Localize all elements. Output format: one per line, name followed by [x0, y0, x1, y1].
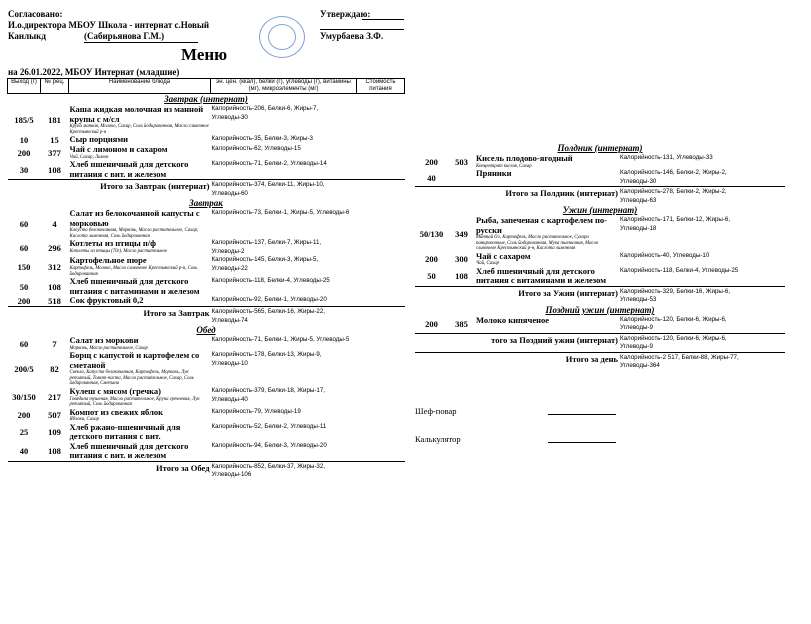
item-dish [475, 316, 619, 334]
section-total-nutrition: Калорийность-565, Белки-16, Жиры-22, Углеводы-74 [211, 307, 357, 326]
item-output: 200 [425, 319, 438, 330]
item-nutrition: Калорийность-118, Белки-4, Углеводы-25 [620, 266, 739, 274]
item-name: Хлеб пшеничный для детского питания с витаминами и железом [69, 276, 200, 296]
approve-signature-line [362, 19, 404, 20]
item-nutrition: Калорийность-146, Белки-2, Жиры-2, Углеводы-30 [620, 169, 727, 185]
approver-name: Умурбаева З.Ф. [320, 31, 384, 41]
item-name: Чай с сахаром [476, 250, 531, 261]
item-cost [755, 154, 785, 169]
section-total-row [8, 180, 405, 199]
item-cost [357, 160, 405, 180]
day-total-cost [755, 352, 785, 371]
item-output: 60 [19, 338, 29, 349]
item-dish [69, 209, 211, 239]
item-output: 200 [425, 156, 438, 167]
stamp-inner-ring [268, 24, 296, 50]
item-dish [475, 216, 619, 252]
item-output: 200 [425, 254, 438, 265]
item-nutrition: Калорийность-92, Белки-1, Углеводы-20 [211, 296, 327, 304]
item-name: Салат из моркови [69, 335, 139, 346]
menu-item-row [8, 387, 405, 408]
item-output: 200 [17, 296, 31, 307]
section-total-cost [357, 307, 405, 326]
item-output: 60 [19, 242, 29, 253]
item-dish [69, 145, 211, 160]
section-title-row [8, 325, 405, 336]
item-output: 40 [19, 446, 29, 457]
day-total-nutrition: Калорийность-2 517, Белки-88, Жиры-77, Углеводы-364 [619, 352, 755, 371]
item-recipe: 518 [48, 296, 61, 307]
left-menu-column [7, 78, 404, 480]
item-cost [357, 336, 405, 351]
item-cost [755, 216, 785, 252]
day-total-row [415, 352, 785, 371]
item-nutrition: Калорийность-94, Белки-3, Углеводы-20 [211, 441, 327, 449]
item-dish [69, 423, 211, 442]
header-cost: Стоимость питания [357, 79, 405, 94]
section-title: Завтрак [189, 198, 223, 209]
section-total-label: Итого за Обед [8, 461, 211, 480]
item-composition: Чай, Сахар [476, 261, 499, 267]
menu-item-row [415, 267, 785, 287]
menu-item-row [8, 351, 405, 387]
item-name: Борщ с капустой и картофелем со сметаной [69, 350, 200, 370]
item-cost [357, 408, 405, 423]
section-total-nutrition: Калорийность-852, Белки-37, Жиры-32, Углеводы-106 [211, 461, 357, 480]
section-total-row [415, 187, 785, 206]
menu-item-row [8, 239, 405, 256]
menu-item-row [415, 216, 785, 252]
right-menu-column [415, 143, 785, 371]
item-cost [357, 209, 405, 239]
item-cost [755, 252, 785, 267]
item-cost [357, 105, 405, 135]
item-nutrition: Калорийность-206, Белки-6, Жиры-7, Углеводы-30 [211, 105, 319, 121]
item-dish [69, 351, 211, 387]
calculator-label: Калькулятор [415, 434, 461, 444]
calculator-signature-line [548, 442, 616, 443]
item-composition: Морковь, Масло растительное, Сахар [69, 345, 148, 351]
item-output: 185/5 [14, 115, 34, 126]
section-total-nutrition: Калорийность-374, Белки-11, Жиры-10, Углеводы-60 [211, 180, 357, 199]
item-output: 30/150 [12, 392, 36, 403]
section-total-row [415, 333, 785, 352]
menu-item-row [8, 145, 405, 160]
section-title-row [8, 198, 405, 209]
item-composition: Котлеты из птицы (70г), Масло растительное [69, 248, 168, 254]
item-dish [69, 239, 211, 256]
item-composition: Крупа манная, Молоко, Сахар, Соль йодированная, Масло сливочное Крестьянский р-н [69, 124, 209, 135]
item-name: Хлеб пшеничный для детского питания с витаминами и железом [476, 265, 607, 286]
item-dish [69, 296, 211, 307]
item-nutrition: Калорийность-137, Белки-7, Жиры-11, Углеводы-2 [211, 239, 322, 255]
item-recipe: 296 [48, 242, 61, 253]
header-dish: Наименование блюда [69, 79, 211, 94]
item-dish [69, 160, 211, 180]
item-name: Хлеб пшеничный для детского питания с вит. и железом [69, 440, 189, 461]
item-output: 200 [17, 410, 31, 421]
item-dish [69, 442, 211, 462]
item-output: 50 [19, 281, 29, 292]
section-total-nutrition: Калорийность-278, Белки-2, Жиры-2, Углеводы-63 [619, 187, 755, 206]
menu-item-row [415, 252, 785, 267]
director-signature-line [84, 42, 198, 43]
section-total-row [8, 307, 405, 326]
section-total-nutrition: Калорийность-120, Белки-6, Жиры-6, Углеводы-9 [619, 333, 755, 352]
item-output: 150 [17, 261, 31, 272]
item-cost [755, 267, 785, 287]
page-subtitle: на 26.01.2022, МБОУ Интернат (младшие) [8, 67, 180, 77]
menu-item-row [8, 160, 405, 180]
item-recipe: 15 [50, 135, 59, 146]
item-cost [357, 256, 405, 277]
item-dish [475, 267, 619, 287]
item-name: Картофельное пюре [69, 255, 147, 266]
item-nutrition: Калорийность-131, Углеводы-33 [620, 154, 713, 161]
item-name: Кулеш с мясом (гречка) [69, 386, 162, 397]
item-recipe: 181 [48, 115, 61, 126]
item-output: 25 [19, 427, 29, 438]
item-dish [475, 154, 619, 169]
menu-item-row [8, 408, 405, 423]
item-recipe: 507 [48, 410, 61, 421]
section-title-row [415, 143, 785, 154]
chef-label: Шеф-повар [415, 406, 457, 416]
item-output: 60 [19, 219, 29, 230]
section-total-nutrition: Калорийность-329, Белки-16, Жиры-6, Углеводы-53 [619, 286, 755, 305]
menu-item-row [8, 209, 405, 239]
item-cost [357, 277, 405, 296]
section-title: Обед [196, 325, 216, 336]
section-title: Завтрак (интернат) [164, 94, 248, 104]
header-output: Выход (г) [8, 79, 41, 94]
item-dish [69, 105, 211, 135]
item-name: Хлеб пшеничный для детского питания с вит. и железом [69, 159, 189, 179]
header-nutrition: эн. цен. (ккал), белки (г), углеводы (г), витамины (мг), микроэлементы (мг) [211, 79, 357, 94]
item-recipe: 82 [50, 364, 59, 375]
item-dish [475, 252, 619, 267]
item-output: 50/130 [419, 228, 444, 239]
menu-item-row [415, 316, 785, 334]
section-total-cost [357, 180, 405, 199]
item-name: Сыр порциями [69, 134, 129, 145]
page-title: Меню [181, 45, 228, 64]
item-output: 200/5 [14, 364, 34, 375]
item-name: Компот из свежих яблок [69, 406, 164, 417]
item-composition: Чай, Сахар, Лимон [69, 154, 109, 160]
item-composition: Концентрат киселя, Сахар [476, 163, 532, 169]
item-name: Каша жидкая молочная из манной крупы с м/сл [69, 104, 204, 124]
stamp-seal [259, 16, 305, 58]
menu-item-row [8, 256, 405, 277]
approve-signature-line-2 [320, 29, 404, 30]
item-name: Котлеты из птицы п/ф [69, 238, 157, 249]
item-recipe: 503 [455, 156, 468, 167]
menu-item-row [415, 154, 785, 169]
item-cost [755, 169, 785, 187]
section-total-cost [755, 286, 785, 305]
item-nutrition: Калорийность-35, Белки-3, Жиры-3 [211, 135, 313, 143]
item-dish [69, 256, 211, 277]
item-dish [69, 387, 211, 408]
item-nutrition: Калорийность-40, Углеводы-10 [620, 251, 710, 259]
item-name: Чай с лимоном и сахаром [69, 144, 168, 155]
item-cost [357, 351, 405, 387]
item-output: 30 [19, 164, 29, 175]
item-dish [69, 408, 211, 423]
director-name: (Сабирьянова Г.М.) [84, 31, 165, 41]
section-total-label: Итого за Завтрак (интернат) [8, 180, 211, 199]
item-dish [69, 277, 211, 296]
section-total-row [8, 461, 405, 480]
menu-item-row [8, 105, 405, 135]
section-total-label: Итого за Ужин (интернат) [415, 286, 619, 305]
item-nutrition: Калорийность-52, Белки-2, Углеводы-11 [211, 422, 327, 430]
menu-item-row [8, 423, 405, 442]
header-recipe: № рец. [41, 79, 69, 94]
section-total-cost [755, 187, 785, 206]
section-title-row [8, 94, 405, 106]
item-recipe: 108 [455, 271, 468, 282]
item-output: 40 [427, 172, 436, 183]
item-name: Пряники [476, 168, 512, 179]
item-nutrition: Калорийность-379, Белки-18, Жиры-17, Углеводы-40 [211, 387, 326, 403]
section-title: Поздний ужин (интернат) [545, 304, 655, 315]
item-output: 50 [427, 271, 436, 282]
item-composition: Говядина тушеная, Масло растительное, Крупа гречневая, Лук репчатый, Соль йодированная [69, 396, 200, 408]
item-output: 200 [17, 147, 31, 158]
item-dish [69, 336, 211, 351]
item-recipe: 108 [48, 281, 61, 292]
item-cost [357, 239, 405, 256]
item-name: Хлеб ржано-пшеничный для детского питания с вит. [69, 421, 181, 442]
item-composition: Яблоки, Сахар [69, 417, 100, 423]
item-composition: Минтай б/г, Картофель, Масло растительное, Сухари панировочные, Соль йодированная, Мука пшеничная, Масло сливочное Крестьянский р-н, Кислота лимонная [476, 235, 599, 252]
item-cost [755, 316, 785, 334]
table-header-row [8, 79, 405, 94]
item-recipe [448, 169, 475, 187]
left-menu-table [7, 78, 405, 480]
item-nutrition: Калорийность-71, Белки-2, Углеводы-14 [211, 160, 327, 168]
item-recipe: 385 [455, 319, 468, 330]
item-nutrition: Калорийность-171, Белки-12, Жиры-6, Углеводы-18 [620, 216, 731, 232]
item-cost [357, 387, 405, 408]
section-total-label: того за Поздний ужин (интернат) [415, 333, 619, 352]
item-nutrition: Калорийность-118, Белки-4, Углеводы-25 [211, 277, 330, 285]
section-total-label: Итого за Завтрак [8, 307, 211, 326]
menu-item-row [8, 296, 405, 307]
item-name: Кисель плодово-ягодный [476, 153, 573, 163]
item-composition: Картофель, Молоко, Масло сливочное Крестьянский р-н, Соль йодированная [69, 265, 198, 277]
item-recipe: 377 [48, 147, 61, 158]
menu-item-row [8, 336, 405, 351]
menu-item-row [8, 442, 405, 462]
chef-signature-line [548, 414, 616, 415]
menu-item-row [415, 169, 785, 187]
section-total-cost [357, 461, 405, 480]
item-recipe: 217 [48, 392, 61, 403]
section-total-label: Итого за Полдник (интернат) [415, 187, 619, 206]
day-total-label: Итого за день [415, 352, 619, 371]
item-cost [357, 423, 405, 442]
item-recipe: 109 [48, 427, 61, 438]
item-nutrition: Калорийность-71, Белки-1, Жиры-5, Углеводы-5 [211, 336, 350, 344]
right-menu-table [415, 143, 785, 371]
item-name: Рыба, запеченая с картофелем по-русски [476, 215, 607, 235]
item-cost [357, 135, 405, 145]
section-total-cost [755, 333, 785, 352]
item-composition: Капуста белокочанная, Морковь, Масло растительное, Сахар, Кислота лимонная, Соль йодированная [69, 228, 199, 239]
village-name: Канлыкд [8, 31, 46, 41]
item-nutrition: Калорийность-120, Белки-6, Жиры-6, Углеводы-9 [620, 315, 727, 332]
item-recipe: 108 [48, 446, 61, 457]
item-dish [475, 169, 619, 187]
item-composition: Свекла, Капуста белокочанная, Картофель, Морковь, Лук репчатый, Томат-паста, Масло растительное, Сахар, Соль йодированная, Сметана [69, 370, 194, 387]
item-recipe: 349 [455, 228, 468, 239]
item-recipe: 4 [52, 219, 57, 230]
item-output: 10 [19, 135, 29, 146]
item-cost [357, 145, 405, 160]
section-title: Полдник (интернат) [557, 143, 643, 153]
item-nutrition: Калорийность-62, Углеводы-15 [211, 145, 301, 153]
item-nutrition: Калорийность-79, Углеводы-19 [211, 407, 301, 415]
approve-label: Утверждаю: [320, 9, 371, 19]
item-name: Молоко кипяченое [476, 314, 550, 325]
menu-item-row [8, 277, 405, 296]
item-nutrition: Калорийность-178, Белки-13, Жиры-9, Углеводы-10 [211, 351, 322, 367]
item-cost [357, 442, 405, 462]
section-title-row [415, 305, 785, 316]
section-total-row [415, 286, 785, 305]
item-nutrition: Калорийность-145, Белки-3, Жиры-5, Углеводы-22 [211, 256, 319, 272]
item-recipe: 312 [48, 261, 61, 272]
item-nutrition: Калорийность-73, Белки-1, Жиры-5, Углеводы-6 [211, 209, 350, 217]
section-title: Ужин (интернат) [562, 205, 638, 216]
item-cost [357, 296, 405, 307]
item-recipe: 300 [455, 254, 468, 265]
item-recipe: 108 [48, 164, 61, 175]
menu-item-row [8, 135, 405, 145]
item-recipe: 7 [52, 338, 57, 349]
director-line: И.о.директора МБОУ Школа - интернат с.Новый [8, 20, 210, 30]
item-name: Салат из белокочанной капусты с морковью [69, 208, 200, 228]
agreed-label: Согласовано: [8, 9, 63, 19]
item-name: Сок фруктовый 0,2 [69, 295, 144, 306]
